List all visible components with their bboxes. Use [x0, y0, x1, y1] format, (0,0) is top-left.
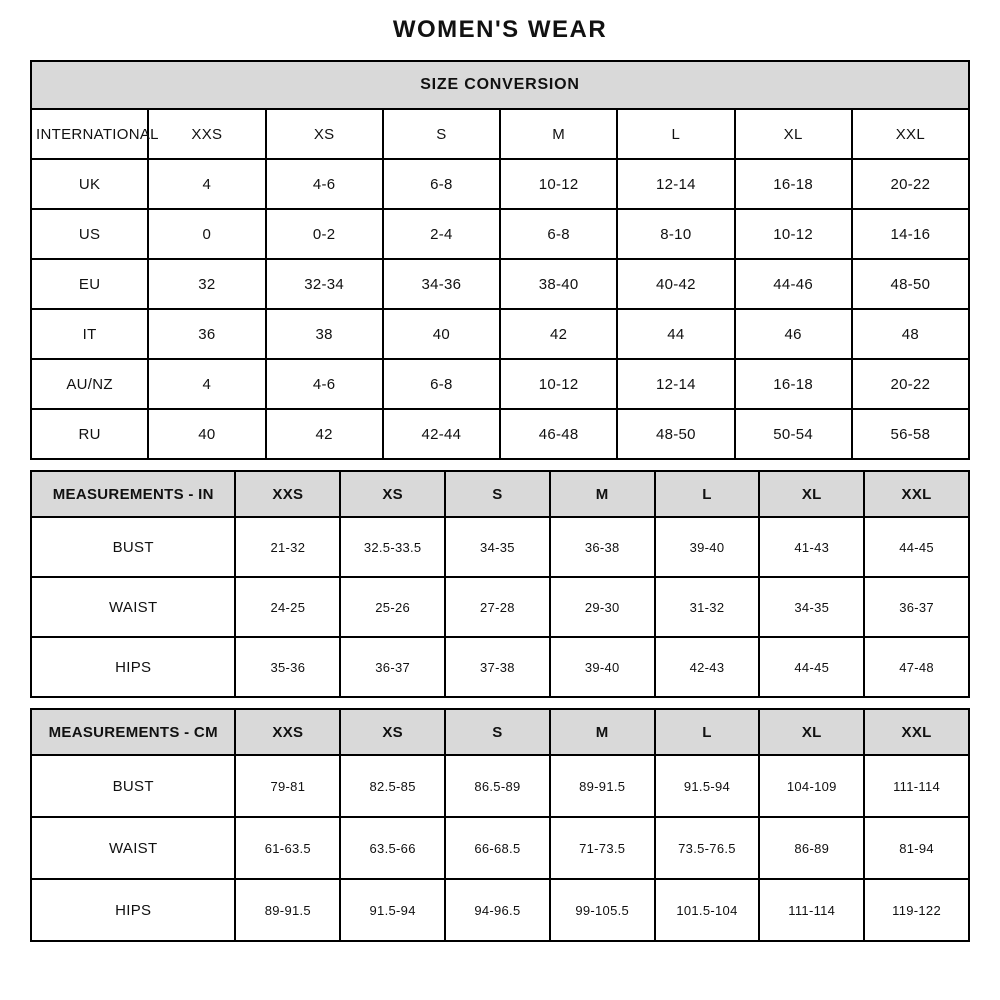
row-label: RU: [31, 409, 148, 459]
cell: 82.5-85: [340, 755, 445, 817]
cell: 32: [148, 259, 265, 309]
cell: 39-40: [655, 517, 760, 577]
cell: 0-2: [266, 209, 383, 259]
table-row: [31, 359, 969, 409]
column-header: M: [550, 709, 655, 755]
row-label: WAIST: [31, 577, 235, 637]
cell: 32-34: [266, 259, 383, 309]
table-row: [31, 637, 969, 697]
table-title: MEASUREMENTS - IN: [31, 471, 235, 517]
cell: 6-8: [500, 209, 617, 259]
row-label: EU: [31, 259, 148, 309]
cell: 10-12: [735, 209, 852, 259]
cell: 79-81: [235, 755, 340, 817]
cell: 31-32: [655, 577, 760, 637]
cell: 29-30: [550, 577, 655, 637]
table-title: SIZE CONVERSION: [31, 61, 969, 109]
cell: XS: [266, 109, 383, 159]
cell: 86-89: [759, 817, 864, 879]
table-row: [31, 309, 969, 359]
table-title: MEASUREMENTS - CM: [31, 709, 235, 755]
cell: 12-14: [617, 159, 734, 209]
cell: 34-36: [383, 259, 500, 309]
cell: 73.5-76.5: [655, 817, 760, 879]
cell: 111-114: [864, 755, 969, 817]
cell: 86.5-89: [445, 755, 550, 817]
column-header: M: [550, 471, 655, 517]
cell: 89-91.5: [235, 879, 340, 941]
cell: 50-54: [735, 409, 852, 459]
column-header: XL: [759, 471, 864, 517]
cell: 36: [148, 309, 265, 359]
row-label: US: [31, 209, 148, 259]
column-header: L: [655, 709, 760, 755]
cell: 6-8: [383, 159, 500, 209]
cell: 66-68.5: [445, 817, 550, 879]
cell: 42-43: [655, 637, 760, 697]
row-label: UK: [31, 159, 148, 209]
cell: 40: [383, 309, 500, 359]
column-header: XS: [340, 709, 445, 755]
cell: 47-48: [864, 637, 969, 697]
table-row: [31, 409, 969, 459]
cell: 4-6: [266, 359, 383, 409]
cell: 34-35: [445, 517, 550, 577]
row-label: INTERNATIONAL: [31, 109, 148, 159]
cell: 42: [266, 409, 383, 459]
cell: 44-46: [735, 259, 852, 309]
cell: 48: [852, 309, 969, 359]
column-header: S: [445, 471, 550, 517]
measurements-cm-table: [30, 708, 970, 942]
cell: 16-18: [735, 159, 852, 209]
cell: XXL: [852, 109, 969, 159]
cell: 40-42: [617, 259, 734, 309]
cell: 38-40: [500, 259, 617, 309]
cell: 27-28: [445, 577, 550, 637]
column-header: XL: [759, 709, 864, 755]
cell: 8-10: [617, 209, 734, 259]
table-row: [31, 209, 969, 259]
table-row: [31, 879, 969, 941]
column-header: XS: [340, 471, 445, 517]
table-header-row: [31, 471, 969, 517]
column-header: XXS: [235, 471, 340, 517]
row-label: IT: [31, 309, 148, 359]
row-label: BUST: [31, 517, 235, 577]
cell: 12-14: [617, 359, 734, 409]
table-header-row: [31, 709, 969, 755]
table-row: [31, 755, 969, 817]
table-row: [31, 109, 969, 159]
cell: 25-26: [340, 577, 445, 637]
row-label: WAIST: [31, 817, 235, 879]
cell: 39-40: [550, 637, 655, 697]
cell: 4-6: [266, 159, 383, 209]
cell: XXS: [148, 109, 265, 159]
cell: 6-8: [383, 359, 500, 409]
cell: 4: [148, 359, 265, 409]
cell: XL: [735, 109, 852, 159]
cell: 36-38: [550, 517, 655, 577]
column-header: S: [445, 709, 550, 755]
cell: 89-91.5: [550, 755, 655, 817]
column-header: XXL: [864, 471, 969, 517]
cell: 101.5-104: [655, 879, 760, 941]
cell: M: [500, 109, 617, 159]
cell: 21-32: [235, 517, 340, 577]
cell: 81-94: [864, 817, 969, 879]
cell: 10-12: [500, 359, 617, 409]
column-header: XXL: [864, 709, 969, 755]
cell: 10-12: [500, 159, 617, 209]
table-row: [31, 259, 969, 309]
page-title: WOMEN'S WEAR: [392, 16, 608, 43]
row-label: HIPS: [31, 879, 235, 941]
cell: 44-45: [759, 637, 864, 697]
cell: 48-50: [852, 259, 969, 309]
cell: 16-18: [735, 359, 852, 409]
row-label: HIPS: [31, 637, 235, 697]
cell: 4: [148, 159, 265, 209]
cell: 20-22: [852, 159, 969, 209]
cell: 46: [735, 309, 852, 359]
cell: 99-105.5: [550, 879, 655, 941]
cell: 42: [500, 309, 617, 359]
measurements-in-table: [30, 470, 970, 698]
cell: 56-58: [852, 409, 969, 459]
cell: 20-22: [852, 359, 969, 409]
cell: 91.5-94: [340, 879, 445, 941]
cell: 38: [266, 309, 383, 359]
cell: 42-44: [383, 409, 500, 459]
cell: 44: [617, 309, 734, 359]
cell: S: [383, 109, 500, 159]
column-header: L: [655, 471, 760, 517]
cell: 41-43: [759, 517, 864, 577]
table-row: [31, 817, 969, 879]
cell: 63.5-66: [340, 817, 445, 879]
cell: 34-35: [759, 577, 864, 637]
table-row: [31, 517, 969, 577]
cell: 48-50: [617, 409, 734, 459]
cell: 37-38: [445, 637, 550, 697]
cell: 104-109: [759, 755, 864, 817]
row-label: BUST: [31, 755, 235, 817]
cell: 71-73.5: [550, 817, 655, 879]
cell: L: [617, 109, 734, 159]
size-conversion-table: [30, 60, 970, 460]
cell: 91.5-94: [655, 755, 760, 817]
column-header: XXS: [235, 709, 340, 755]
cell: 35-36: [235, 637, 340, 697]
cell: 61-63.5: [235, 817, 340, 879]
cell: 14-16: [852, 209, 969, 259]
cell: 0: [148, 209, 265, 259]
cell: 44-45: [864, 517, 969, 577]
table-row: [31, 159, 969, 209]
row-label: AU/NZ: [31, 359, 148, 409]
cell: 32.5-33.5: [340, 517, 445, 577]
cell: 40: [148, 409, 265, 459]
cell: 111-114: [759, 879, 864, 941]
cell: 36-37: [340, 637, 445, 697]
cell: 2-4: [383, 209, 500, 259]
cell: 24-25: [235, 577, 340, 637]
cell: 46-48: [500, 409, 617, 459]
cell: 36-37: [864, 577, 969, 637]
cell: 94-96.5: [445, 879, 550, 941]
table-row: [31, 577, 969, 637]
cell: 119-122: [864, 879, 969, 941]
table-title-row: [31, 61, 969, 109]
